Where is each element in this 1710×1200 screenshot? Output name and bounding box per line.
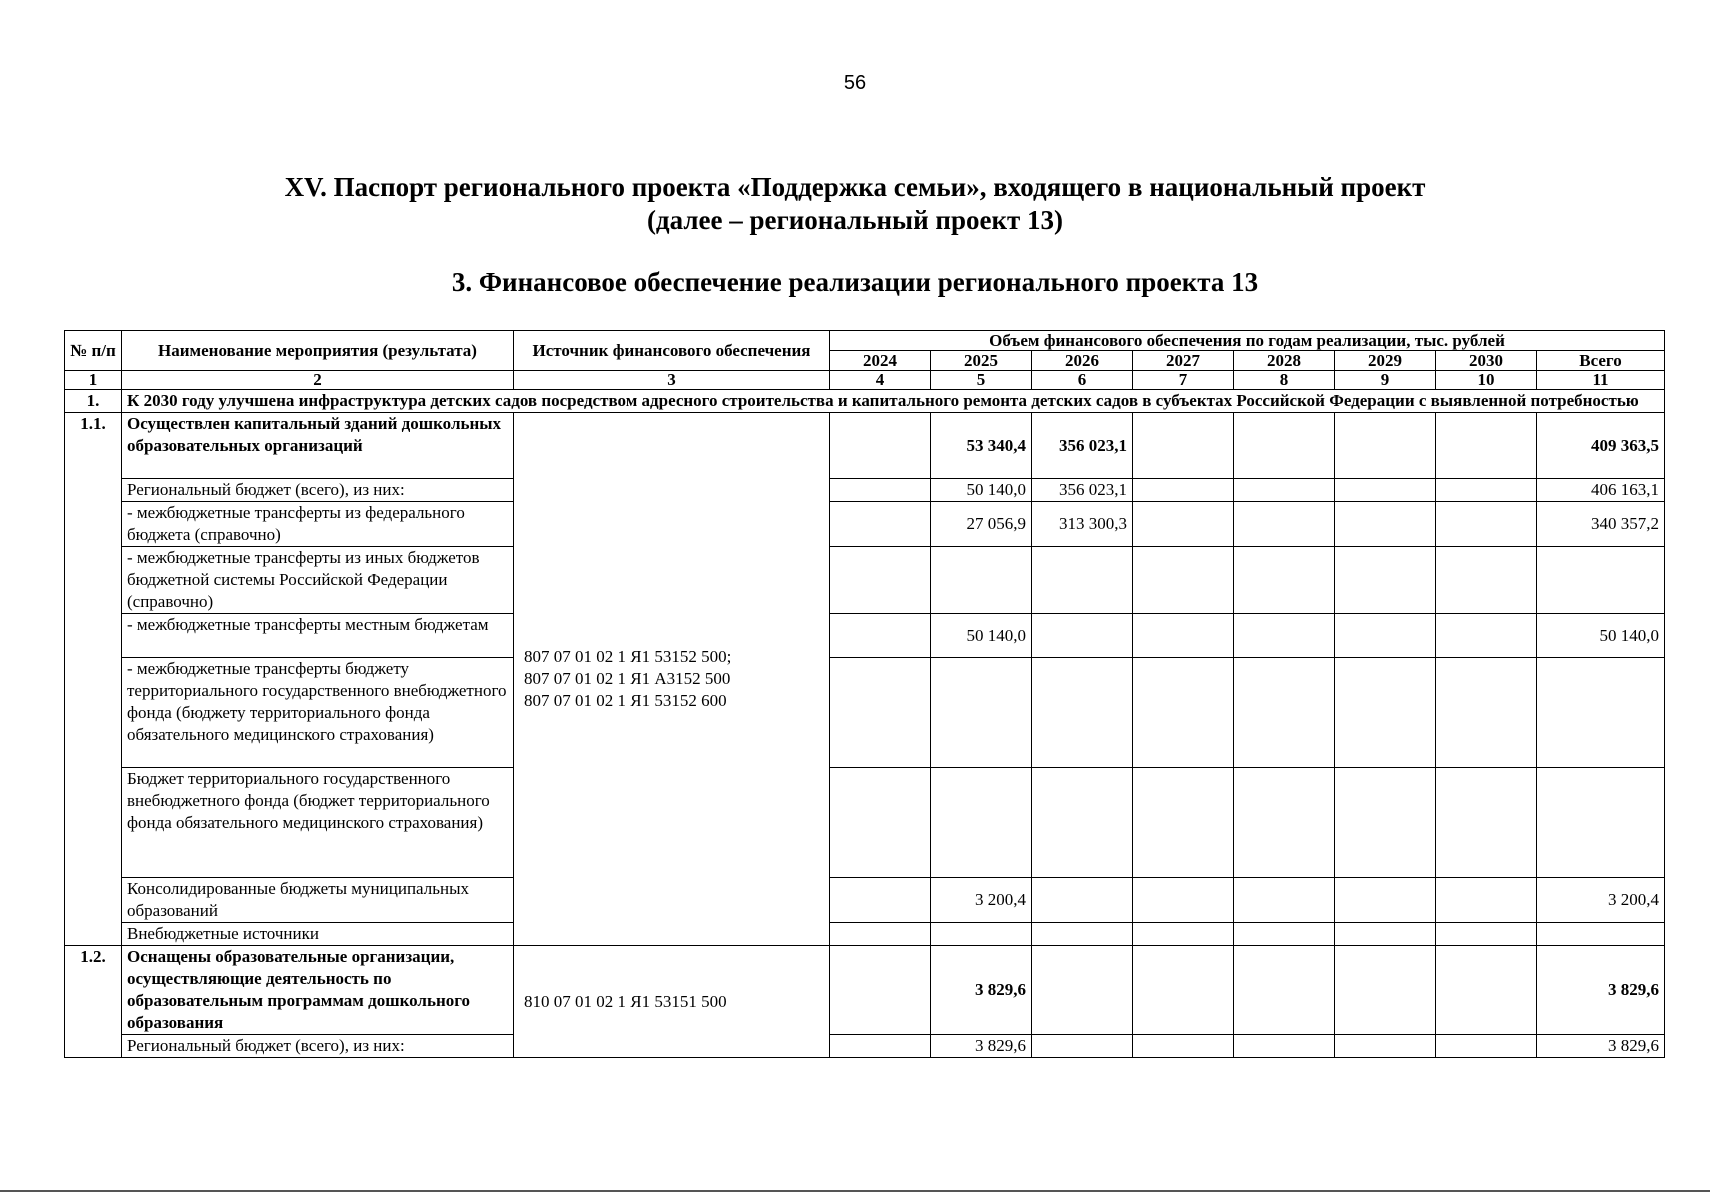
value-cell-y2029: [1335, 1035, 1436, 1058]
value-cell-y2025: 50 140,0: [931, 614, 1032, 658]
value-cell-y2026: 313 300,3: [1032, 502, 1133, 547]
table-row: [65, 658, 1665, 768]
row-name: Внебюджетные источники: [122, 923, 514, 946]
value-cell-y2027: [1133, 658, 1234, 768]
value-cell-y2025: 3 200,4: [931, 878, 1032, 923]
value-cell-y2026: [1032, 614, 1133, 658]
row-name: Осуществлен капитальный зданий дошкольных образовательных организаций: [122, 413, 514, 479]
row-name: Оснащены образовательные организации, осуществляющие деятельность по образовательным программам дошкольного образования: [122, 946, 514, 1035]
column-number: 8: [1234, 371, 1335, 390]
value-cell-y2025: 53 340,4: [931, 413, 1032, 479]
header-volume: Объем финансового обеспечения по годам реализации, тыс. рублей: [830, 331, 1665, 351]
value-cell-y2027: [1133, 614, 1234, 658]
row-name: Бюджет территориального государственного внебюджетного фонда (бюджет территориального фонда обязательного медицинского страхования): [122, 768, 514, 878]
value-cell-total: 3 200,4: [1537, 878, 1665, 923]
row-name: - межбюджетные трансферты бюджету территориального государственного внебюджетного фонда (бюджету территориального фонда обязательного медицинского страхования): [122, 658, 514, 768]
header-source: Источник финансового обеспечения: [514, 331, 830, 371]
value-cell-y2028: [1234, 946, 1335, 1035]
row-name: Региональный бюджет (всего), из них:: [122, 479, 514, 502]
document-title-line-1: XV. Паспорт регионального проекта «Поддержка семьи», входящего в национальный проект: [284, 172, 1426, 202]
column-number: 9: [1335, 371, 1436, 390]
value-cell-y2029: [1335, 878, 1436, 923]
column-number: 6: [1032, 371, 1133, 390]
value-cell-y2026: [1032, 768, 1133, 878]
value-cell-y2028: [1234, 413, 1335, 479]
value-cell-y2027: [1133, 547, 1234, 614]
header-year-2024: 2024: [830, 351, 931, 371]
section-text: К 2030 году улучшена инфраструктура детских садов посредством адресного строительства и капитального ремонта детских садов в субъектах Российской Федерации с выявленной потребностью: [122, 390, 1665, 413]
table-row: [65, 614, 1665, 658]
value-cell-total: [1537, 547, 1665, 614]
value-cell-y2025: [931, 923, 1032, 946]
value-cell-total: [1537, 923, 1665, 946]
value-cell-y2030: [1436, 658, 1537, 768]
column-number: 10: [1436, 371, 1537, 390]
value-cell-y2026: [1032, 658, 1133, 768]
value-cell-y2025: 3 829,6: [931, 946, 1032, 1035]
value-cell-y2026: [1032, 923, 1133, 946]
value-cell-y2025: [931, 547, 1032, 614]
value-cell-y2026: [1032, 1035, 1133, 1058]
value-cell-y2029: [1335, 502, 1436, 547]
value-cell-y2024: [830, 946, 931, 1035]
table-row: [65, 923, 1665, 946]
value-cell-y2029: [1335, 479, 1436, 502]
value-cell-y2029: [1335, 923, 1436, 946]
value-cell-y2027: [1133, 923, 1234, 946]
header-year-2028: 2028: [1234, 351, 1335, 371]
value-cell-y2024: [830, 502, 931, 547]
value-cell-y2028: [1234, 878, 1335, 923]
funding-source-code: 810 07 01 02 1 Я1 53151 500: [514, 946, 830, 1058]
table-row: [65, 547, 1665, 614]
value-cell-total: 409 363,5: [1537, 413, 1665, 479]
column-numbers-row: [65, 371, 1665, 390]
value-cell-y2026: [1032, 878, 1133, 923]
header-name: Наименование мероприятия (результата): [122, 331, 514, 371]
value-cell-y2030: [1436, 878, 1537, 923]
header-year-2030: 2030: [1436, 351, 1537, 371]
row-name: - межбюджетные трансферты из федерального бюджета (справочно): [122, 502, 514, 547]
table-row: [65, 768, 1665, 878]
header-year-2029: 2029: [1335, 351, 1436, 371]
value-cell-y2030: [1436, 768, 1537, 878]
header-year-2025: 2025: [931, 351, 1032, 371]
value-cell-total: 340 357,2: [1537, 502, 1665, 547]
page-number: 56: [843, 72, 867, 94]
value-cell-y2025: 50 140,0: [931, 479, 1032, 502]
value-cell-total: 3 829,6: [1537, 1035, 1665, 1058]
value-cell-y2027: [1133, 413, 1234, 479]
value-cell-y2030: [1436, 614, 1537, 658]
column-number: 1: [65, 371, 122, 390]
value-cell-y2029: [1335, 413, 1436, 479]
value-cell-y2027: [1133, 1035, 1234, 1058]
value-cell-y2028: [1234, 502, 1335, 547]
value-cell-y2030: [1436, 946, 1537, 1035]
section-row: [65, 390, 1665, 413]
value-cell-y2027: [1133, 502, 1234, 547]
value-cell-y2028: [1234, 614, 1335, 658]
value-cell-y2026: [1032, 946, 1133, 1035]
value-cell-y2025: 27 056,9: [931, 502, 1032, 547]
header-num: № п/п: [65, 331, 122, 371]
scan-edge-line: [0, 1190, 1710, 1192]
value-cell-y2024: [830, 614, 931, 658]
row-name: - межбюджетные трансферты из иных бюджетов бюджетной системы Российской Федерации (справочно): [122, 547, 514, 614]
value-cell-y2025: 3 829,6: [931, 1035, 1032, 1058]
value-cell-y2028: [1234, 547, 1335, 614]
value-cell-total: 3 829,6: [1537, 946, 1665, 1035]
table-row: [65, 946, 1665, 1035]
value-cell-y2030: [1436, 479, 1537, 502]
value-cell-y2028: [1234, 479, 1335, 502]
value-cell-y2024: [830, 658, 931, 768]
row-name: - межбюджетные трансферты местным бюджетам: [122, 614, 514, 658]
value-cell-y2028: [1234, 658, 1335, 768]
value-cell-y2024: [830, 479, 931, 502]
document-title-line-2: (далее – региональный проект 13): [646, 205, 1064, 235]
value-cell-y2025: [931, 658, 1032, 768]
row-number: 1.1.: [65, 413, 122, 946]
value-cell-y2030: [1436, 923, 1537, 946]
column-number: 7: [1133, 371, 1234, 390]
value-cell-y2024: [830, 768, 931, 878]
row-number: 1.2.: [65, 946, 122, 1058]
value-cell-y2030: [1436, 1035, 1537, 1058]
value-cell-y2027: [1133, 479, 1234, 502]
header-total: Всего: [1537, 351, 1665, 371]
value-cell-y2028: [1234, 768, 1335, 878]
row-name: Консолидированные бюджеты муниципальных образований: [122, 878, 514, 923]
value-cell-total: 406 163,1: [1537, 479, 1665, 502]
value-cell-y2024: [830, 1035, 931, 1058]
value-cell-y2029: [1335, 946, 1436, 1035]
column-number: 4: [830, 371, 931, 390]
value-cell-y2030: [1436, 547, 1537, 614]
value-cell-total: [1537, 658, 1665, 768]
value-cell-y2026: 356 023,1: [1032, 413, 1133, 479]
value-cell-y2026: 356 023,1: [1032, 479, 1133, 502]
value-cell-y2026: [1032, 547, 1133, 614]
column-number: 5: [931, 371, 1032, 390]
column-number: 3: [514, 371, 830, 390]
value-cell-y2029: [1335, 768, 1436, 878]
column-number: 2: [122, 371, 514, 390]
value-cell-y2024: [830, 547, 931, 614]
section-title: 3. Финансовое обеспечение реализации регионального проекта 13: [451, 267, 1259, 297]
table-row: [65, 878, 1665, 923]
funding-source-code: 807 07 01 02 1 Я1 53152 500; 807 07 01 02 1 Я1 А3152 500 807 07 01 02 1 Я1 53152 600: [514, 413, 830, 946]
value-cell-y2027: [1133, 878, 1234, 923]
financing-table: [64, 330, 1664, 1058]
row-name: Региональный бюджет (всего), из них:: [122, 1035, 514, 1058]
value-cell-y2029: [1335, 658, 1436, 768]
value-cell-y2030: [1436, 413, 1537, 479]
value-cell-y2030: [1436, 502, 1537, 547]
header-year-2027: 2027: [1133, 351, 1234, 371]
section-number: 1.: [65, 390, 122, 413]
value-cell-y2029: [1335, 614, 1436, 658]
value-cell-y2025: [931, 768, 1032, 878]
value-cell-total: 50 140,0: [1537, 614, 1665, 658]
value-cell-y2024: [830, 413, 931, 479]
table-row: [65, 1035, 1665, 1058]
value-cell-total: [1537, 768, 1665, 878]
value-cell-y2027: [1133, 946, 1234, 1035]
table-row: [65, 413, 1665, 479]
value-cell-y2029: [1335, 547, 1436, 614]
table-row: [65, 479, 1665, 502]
value-cell-y2027: [1133, 768, 1234, 878]
column-number: 11: [1537, 371, 1665, 390]
value-cell-y2024: [830, 923, 931, 946]
value-cell-y2028: [1234, 1035, 1335, 1058]
value-cell-y2028: [1234, 923, 1335, 946]
table-row: [65, 502, 1665, 547]
value-cell-y2024: [830, 878, 931, 923]
header-year-2026: 2026: [1032, 351, 1133, 371]
